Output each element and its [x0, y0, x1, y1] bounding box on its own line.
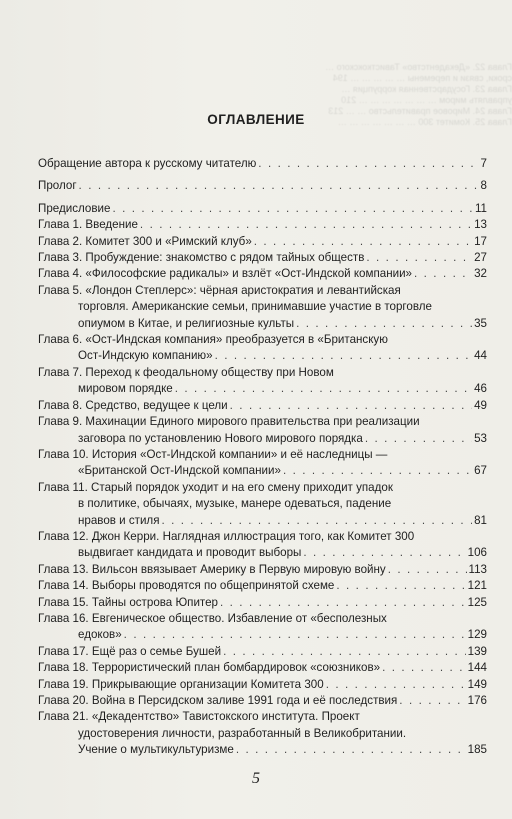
dot-leader: [388, 562, 467, 578]
toc-entry: [38, 611, 487, 644]
toc-entry-title: Глава 14. Выборы проводятся по общепринятой схеме: [38, 579, 335, 593]
toc-entry-title: опиумом в Китае, и религиозные культы: [78, 316, 295, 330]
toc-page-number: 44: [474, 349, 487, 363]
toc-entry-line: [38, 178, 487, 194]
toc-entry-title: «Британской Ост-Индской компании»: [78, 464, 281, 478]
toc-entry-title: заговора по установлению Нового мирового порядка: [78, 431, 363, 445]
toc-entry-line: [38, 578, 487, 594]
toc-entry: [38, 660, 487, 676]
toc-entry-title: Глава 17. Ещё раз о семье Бушей: [38, 644, 222, 658]
toc-entry: [38, 332, 487, 365]
toc-entry-title: выдвигает кандидата и проводит выборы: [78, 546, 302, 560]
dot-leader: [326, 677, 466, 693]
toc-entry: [38, 693, 487, 709]
toc-page-number: 7: [480, 157, 487, 170]
toc-entry-line: [38, 201, 487, 217]
toc-entry-line: [38, 156, 487, 172]
toc-entry-title: Глава 15. Тайны острова Юпитер: [38, 595, 219, 609]
toc-entry-title: Обращение автора к русскому читателю: [38, 157, 257, 170]
dot-leader: [161, 513, 472, 529]
dot-leader: [175, 381, 472, 397]
toc-entry: [38, 414, 487, 447]
toc-entry-line: [38, 562, 487, 578]
toc-page-number: 176: [467, 694, 487, 707]
toc-entry-line: [38, 595, 487, 611]
toc-entry-title: Глава 18. Террористический план бомбардировок «союзников»: [38, 661, 381, 675]
dot-leader: [236, 742, 466, 758]
toc-entry: [38, 529, 487, 562]
toc-entry: [38, 595, 487, 611]
toc-entry: [38, 447, 487, 480]
toc-entry: [38, 250, 487, 266]
toc-page-number: 106: [467, 546, 487, 560]
toc-entry: [38, 178, 487, 194]
toc-entry-title: удостоверения личности, разработанный в Великобритании.: [78, 726, 407, 740]
toc-page-number: 144: [467, 661, 487, 675]
toc-entry: [38, 266, 487, 282]
toc-entry: [38, 562, 487, 578]
dot-leader: [215, 348, 473, 364]
toc-page-number: 13: [474, 218, 487, 232]
toc-entry-title: Пролог: [38, 179, 77, 193]
page-number: 5: [252, 770, 260, 787]
toc-page-number: 67: [474, 464, 487, 478]
toc-entry-line: [38, 627, 487, 643]
toc-page-number: 46: [474, 382, 487, 396]
toc-page-number: 11: [474, 201, 487, 215]
toc-entry-title: Глава 1. Введение: [38, 218, 138, 232]
toc-entry: [38, 217, 487, 233]
toc-entry-title: мировом порядке: [78, 382, 173, 396]
dot-leader: [414, 266, 472, 282]
toc-page-number: 32: [474, 267, 487, 281]
toc-entry-line: [38, 463, 487, 479]
toc-entry-title: Глава 9. Махинации Единого мирового правительства при реализации: [38, 415, 420, 429]
toc-entry-title: Учение о мультикультуризме: [78, 743, 234, 757]
toc-entry-line: [38, 348, 487, 364]
dot-leader: [303, 545, 465, 561]
toc-entry-title: Глава 8. Средство, ведущее к цели: [38, 398, 228, 412]
toc-entry-title: Глава 6. «Ост-Индская компания» преобразуется в «Британскую: [38, 333, 388, 347]
toc-entry: [38, 283, 487, 332]
dot-leader: [283, 463, 472, 479]
toc-entry: [38, 480, 487, 529]
dot-leader: [399, 693, 465, 709]
toc-entry-title: Глава 12. Джон Керри. Наглядная иллюстрация того, как Комитет 300: [38, 529, 415, 543]
toc-entry-line: [38, 250, 487, 266]
bleed-through-text: Глава 22. «Декадентство» Тависткокского … сроки, связи и перемены … … … … … 194 Глава 23. Государственная коррупция … управлять миром … … … … … … … 210 Глава 24. Мировое правительство … … 213 Глава 25. Комитет 300 … … … … … … …: [325, 62, 512, 127]
toc-entry-line: [38, 545, 487, 561]
toc-entry-title: Глава 3. Пробуждение: знакомство с рядом тайных обществ: [38, 251, 365, 265]
toc-entry-title: Глава 11. Старый порядок уходит и на его смену приходит упадок: [38, 480, 393, 494]
dot-leader: [336, 578, 465, 594]
toc-entry-line: [38, 316, 487, 332]
toc-page-number: 113: [468, 562, 487, 576]
toc-entry-title: Глава 20. Война в Персидском заливе 1991 года и её последствия: [38, 694, 398, 707]
toc-page-number: 185: [467, 743, 487, 757]
dot-leader: [254, 234, 472, 250]
toc-entry: [38, 201, 487, 217]
toc-entry-line: [38, 660, 487, 676]
toc-entry-line: [38, 644, 487, 660]
dot-leader: [112, 201, 473, 217]
toc-entry-title: Глава 13. Вильсон ввязывает Америку в Первую мировую войну: [38, 562, 386, 576]
toc-page-number: 129: [467, 628, 487, 642]
dot-leader: [124, 627, 466, 643]
toc-entry: [38, 398, 487, 414]
toc-entry: [38, 156, 487, 172]
dot-leader: [296, 316, 472, 332]
toc-page-number: 139: [467, 644, 487, 658]
dot-leader: [223, 644, 466, 660]
toc-entry-title: Глава 7. Переход к феодальному обществу при Новом: [38, 365, 334, 379]
toc-page-number: 125: [467, 595, 487, 609]
toc-entry: [38, 709, 487, 758]
dot-leader: [140, 217, 472, 233]
dot-leader: [220, 595, 466, 611]
toc-page-number: 149: [467, 677, 487, 691]
toc-entry: [38, 644, 487, 660]
toc-entry-title: Глава 4. «Философские радикалы» и взлёт «Ост-Индской компании»: [38, 267, 413, 281]
toc-entry: [38, 365, 487, 398]
dot-leader: [79, 178, 479, 194]
dot-leader: [258, 156, 478, 172]
dot-leader: [230, 398, 472, 414]
toc-entry-title: нравов и стиля: [78, 513, 160, 527]
toc-entry: [38, 234, 487, 250]
toc-page-number: 35: [474, 316, 487, 330]
toc-entry-title: Глава 19. Прикрывающие организации Комитета 300: [38, 677, 324, 691]
toc-entry: [38, 578, 487, 594]
toc-entry-title: Ост-Индскую компанию»: [78, 349, 213, 363]
toc-page-number: 81: [474, 513, 487, 527]
toc-entry-line: [38, 398, 487, 414]
toc-page-number: 121: [467, 579, 487, 593]
toc-entry-title: торговля. Американские семьи, принимавшие участие в торговле: [78, 300, 432, 314]
toc-entry-line: [38, 381, 487, 397]
toc-entry-line: [38, 266, 487, 282]
dot-leader: [382, 660, 466, 676]
toc-entry-title: Глава 2. Комитет 300 и «Римский клуб»: [38, 234, 252, 248]
toc-entry-title: Предисловие: [38, 201, 111, 215]
toc-page-number: 8: [480, 179, 487, 193]
toc-page-number: 49: [474, 398, 487, 412]
toc-entry-line: [38, 677, 487, 693]
toc-entry-line: [38, 431, 487, 447]
toc-entry-line: [38, 693, 487, 709]
toc-entry: [38, 677, 487, 693]
toc-entry-title: Глава 5. «Лондон Степлерс»: чёрная аристократия и левантийская: [38, 283, 401, 297]
toc-entry-title: едоков»: [78, 628, 122, 642]
dot-leader: [365, 431, 472, 447]
toc-entry-line: [38, 234, 487, 250]
toc-page-number: 27: [474, 251, 487, 265]
toc-heading: ОГЛАВЛЕНИЕ: [207, 112, 305, 127]
toc-entry-line: [38, 217, 487, 233]
toc-entry-title: Глава 16. Евгеническое общество. Избавление от «бесполезных: [38, 611, 387, 625]
toc-entry-title: в политике, обычаях, музыке, манере одеваться, падение: [78, 497, 392, 511]
toc-entry-title: Глава 21. «Декадентство» Тавистокского института. Проект: [38, 710, 360, 724]
toc-page-number: 17: [474, 234, 487, 248]
toc-entry-line: [38, 513, 487, 529]
toc-entry-title: Глава 10. История «Ост-Индской компании» и её наследницы —: [38, 447, 388, 461]
toc-page-number: 53: [474, 431, 487, 445]
toc-entry-line: [38, 742, 487, 758]
dot-leader: [366, 250, 472, 266]
table-of-contents: [38, 156, 487, 759]
